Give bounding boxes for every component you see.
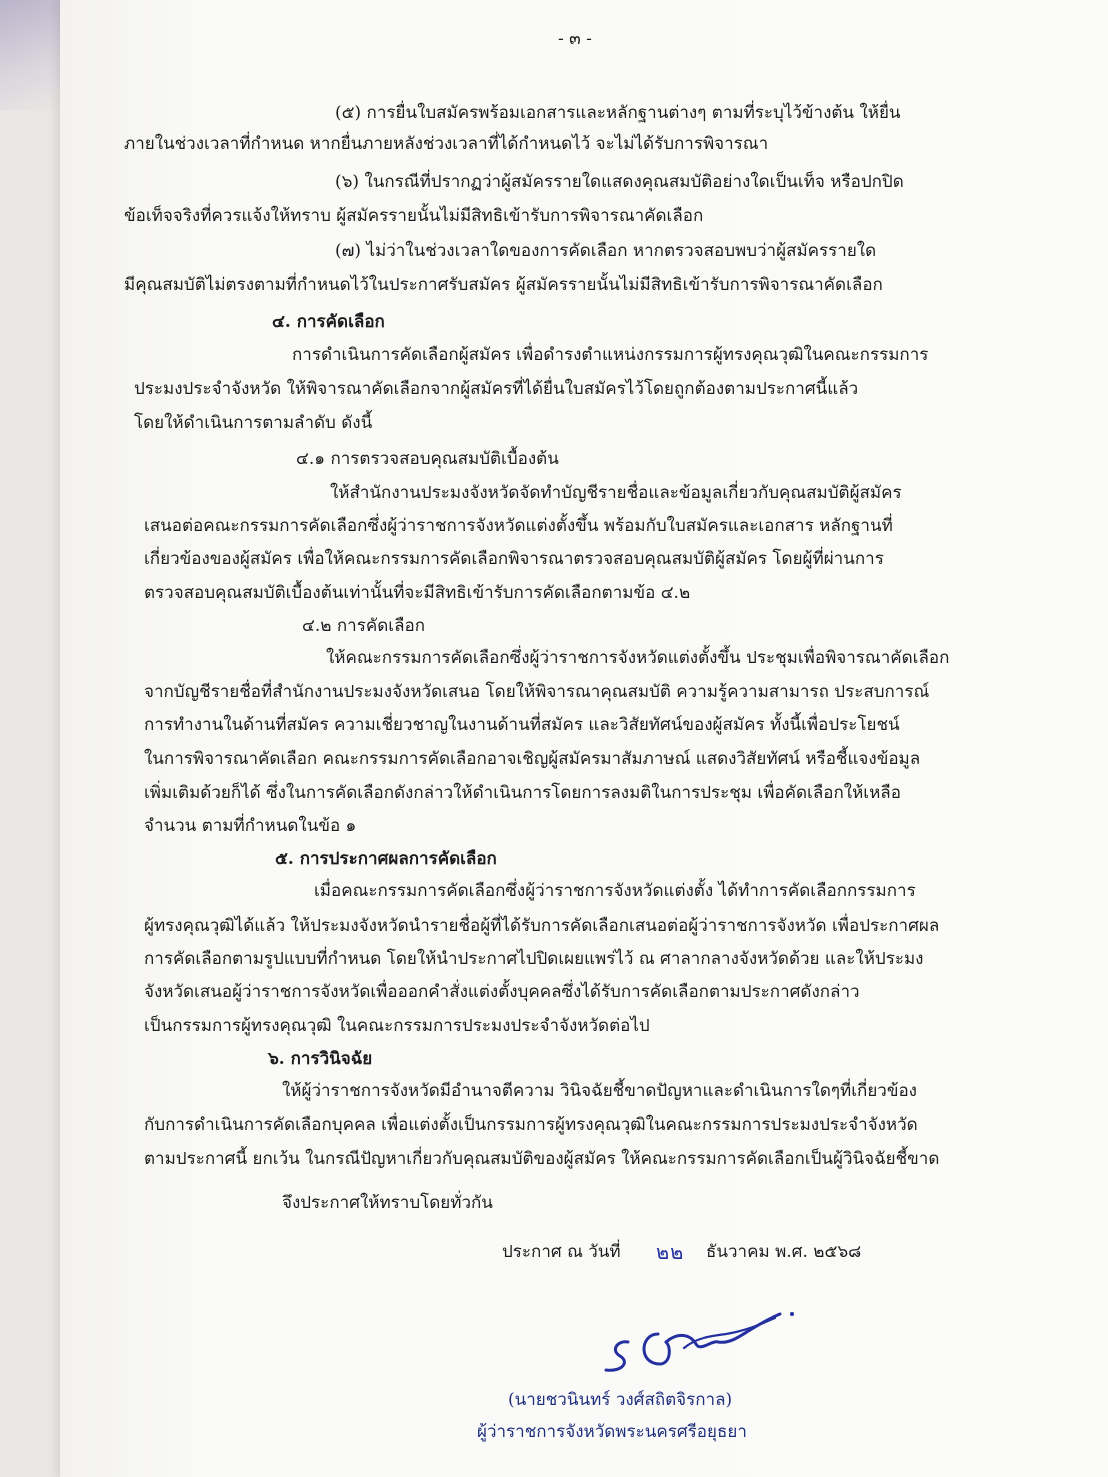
text-line: ให้คณะกรรมการคัดเลือกซึ่งผู้ว่าราชการจังหวัดแต่งตั้งขึ้น ประชุมเพื่อพิจารณาคัดเลือก bbox=[326, 648, 950, 668]
text-line: เป็นกรรมการผู้ทรงคุณวุฒิ ในคณะกรรมการประมงประจำจังหวัดต่อไป bbox=[144, 1016, 650, 1036]
date-prefix: ประกาศ ณ วันที่ bbox=[502, 1242, 621, 1262]
text-line: เกี่ยวข้องของผู้สมัคร เพื่อให้คณะกรรมการคัดเลือกพิจารณาตรวจสอบคุณสมบัติผู้สมัคร โดยผู้ที่ผ่านการ bbox=[144, 549, 884, 569]
text-line: เมื่อคณะกรรมการคัดเลือกซึ่งผู้ว่าราชการจังหวัดแต่งตั้ง ได้ทำการคัดเลือกกรรมการ bbox=[314, 881, 916, 901]
text-line: จังหวัดเสนอผู้ว่าราชการจังหวัดเพื่อออกคำสั่งแต่งตั้งบุคคลซึ่งได้รับการคัดเลือกตามประกาศดังกล่าว bbox=[144, 982, 860, 1002]
section-heading: ๔. การคัดเลือก bbox=[272, 312, 385, 332]
text-line: โดยให้ดำเนินการตามลำดับ ดังนี้ bbox=[134, 413, 373, 433]
text-line: จำนวน ตามที่กำหนดในข้อ ๑ bbox=[144, 816, 357, 836]
signer-position: ผู้ว่าราชการจังหวัดพระนครศรีอยุธยา bbox=[477, 1422, 747, 1442]
closing-line: จึงประกาศให้ทราบโดยทั่วกัน bbox=[282, 1193, 493, 1213]
text-line: ผู้ทรงคุณวุฒิได้แล้ว ให้ประมงจังหวัดนำรายชื่อผู้ที่ได้รับการคัดเลือกเสนอต่อผู้ว่าราชการจังหวัด เพื่อประกาศผล bbox=[144, 916, 940, 936]
text-line: ข้อเท็จจริงที่ควรแจ้งให้ทราบ ผู้สมัครรายนั้นไม่มีสิทธิเข้ารับการพิจารณาคัดเลือก bbox=[124, 206, 704, 226]
text-line: (๕) การยื่นใบสมัครพร้อมเอกสารและหลักฐานต่างๆ ตามที่ระบุไว้ข้างต้น ให้ยื่น bbox=[335, 103, 901, 123]
document-page bbox=[60, 0, 1108, 1477]
text-line: (๗) ไม่ว่าในช่วงเวลาใดของการคัดเลือก หากตรวจสอบพบว่าผู้สมัครรายใด bbox=[335, 241, 877, 261]
text-line: การทำงานในด้านที่สมัคร ความเชี่ยวชาญในงานด้านที่สมัคร และวิสัยทัศน์ของผู้สมัคร ทั้งนี้เพื่อประโยชน์ bbox=[144, 715, 900, 735]
text-line: ให้สำนักงานประมงจังหวัดจัดทำบัญชีรายชื่อและข้อมูลเกี่ยวกับคุณสมบัติผู้สมัคร bbox=[330, 483, 902, 503]
signature-image bbox=[600, 1292, 820, 1382]
page-number: - ๓ - bbox=[558, 29, 592, 49]
text-line: การคัดเลือกตามรูปแบบที่กำหนด โดยให้นำประกาศไปปิดเผยแพร่ไว้ ณ ศาลากลางจังหวัดด้วย และให้ประมง bbox=[144, 949, 924, 969]
text-line: (๖) ในกรณีที่ปรากฏว่าผู้สมัครรายใดแสดงคุณสมบัติอย่างใดเป็นเท็จ หรือปกปิด bbox=[335, 172, 904, 192]
subsection-heading: ๔.๑ การตรวจสอบคุณสมบัติเบื้องต้น bbox=[296, 449, 559, 469]
text-line: จากบัญชีรายชื่อที่สำนักงานประมงจังหวัดเสนอ โดยให้พิจารณาคุณสมบัติ ความรู้ความสามารถ ประสบการณ์ bbox=[144, 682, 930, 702]
text-line: เสนอต่อคณะกรรมการคัดเลือกซึ่งผู้ว่าราชการจังหวัดแต่งตั้งขึ้น พร้อมกับใบสมัครและเอกสาร หลักฐานที่ bbox=[144, 516, 893, 536]
text-line: ในการพิจารณาคัดเลือก คณะกรรมการคัดเลือกอาจเชิญผู้สมัครมาสัมภาษณ์ แสดงวิสัยทัศน์ หรือชี้แจงข้อมูล bbox=[144, 749, 921, 769]
text-line: ภายในช่วงเวลาที่กำหนด หากยื่นภายหลังช่วงเวลาที่ได้กำหนดไว้ จะไม่ได้รับการพิจารณา bbox=[124, 134, 769, 154]
handwritten-day: ๒๒ bbox=[656, 1240, 685, 1264]
signer-name: (นายชวนินทร์ วงศ์สถิตจิรกาล) bbox=[508, 1390, 733, 1410]
text-line: การดำเนินการคัดเลือกผู้สมัคร เพื่อดำรงตำแหน่งกรรมการผู้ทรงคุณวุฒิในคณะกรรมการ bbox=[292, 345, 929, 365]
text-line: ให้ผู้ว่าราชการจังหวัดมีอำนาจตีความ วินิจฉัยชี้ขาดปัญหาและดำเนินการใดๆที่เกี่ยวข้อง bbox=[282, 1081, 917, 1101]
text-line: มีคุณสมบัติไม่ตรงตามที่กำหนดไว้ในประกาศรับสมัคร ผู้สมัครรายนั้นไม่มีสิทธิเข้ารับการพิจารณาคัดเลือก bbox=[124, 275, 883, 295]
text-line: ตามประกาศนี้ ยกเว้น ในกรณีปัญหาเกี่ยวกับคุณสมบัติของผู้สมัคร ให้คณะกรรมการคัดเลือกเป็นผู้วินิจฉัยชี้ขาด bbox=[144, 1149, 940, 1169]
text-line: เพิ่มเติมด้วยก็ได้ ซึ่งในการคัดเลือกดังกล่าวให้ดำเนินการโดยการลงมติในการประชุม เพื่อคัดเลือกให้เหลือ bbox=[144, 783, 901, 803]
text-line: ตรวจสอบคุณสมบัติเบื้องต้นเท่านั้นที่จะมีสิทธิเข้ารับการคัดเลือกตามข้อ ๔.๒ bbox=[144, 583, 691, 603]
text-line: ประมงประจำจังหวัด ให้พิจารณาคัดเลือกจากผู้สมัครที่ได้ยื่นใบสมัครไว้โดยถูกต้องตามประกาศนี้แล้ว bbox=[134, 379, 859, 399]
date-suffix: ธันวาคม พ.ศ. ๒๕๖๘ bbox=[706, 1242, 862, 1262]
section-heading: ๖. การวินิจฉัย bbox=[268, 1049, 373, 1069]
section-heading: ๕. การประกาศผลการคัดเลือก bbox=[275, 849, 497, 869]
subsection-heading: ๔.๒ การคัดเลือก bbox=[302, 616, 425, 636]
text-line: กับการดำเนินการคัดเลือกบุคคล เพื่อแต่งตั้งเป็นกรรมการผู้ทรงคุณวุฒิในคณะกรรมการประมงประจำจังหวัด bbox=[144, 1115, 918, 1135]
page-edge-shadow bbox=[0, 0, 60, 110]
